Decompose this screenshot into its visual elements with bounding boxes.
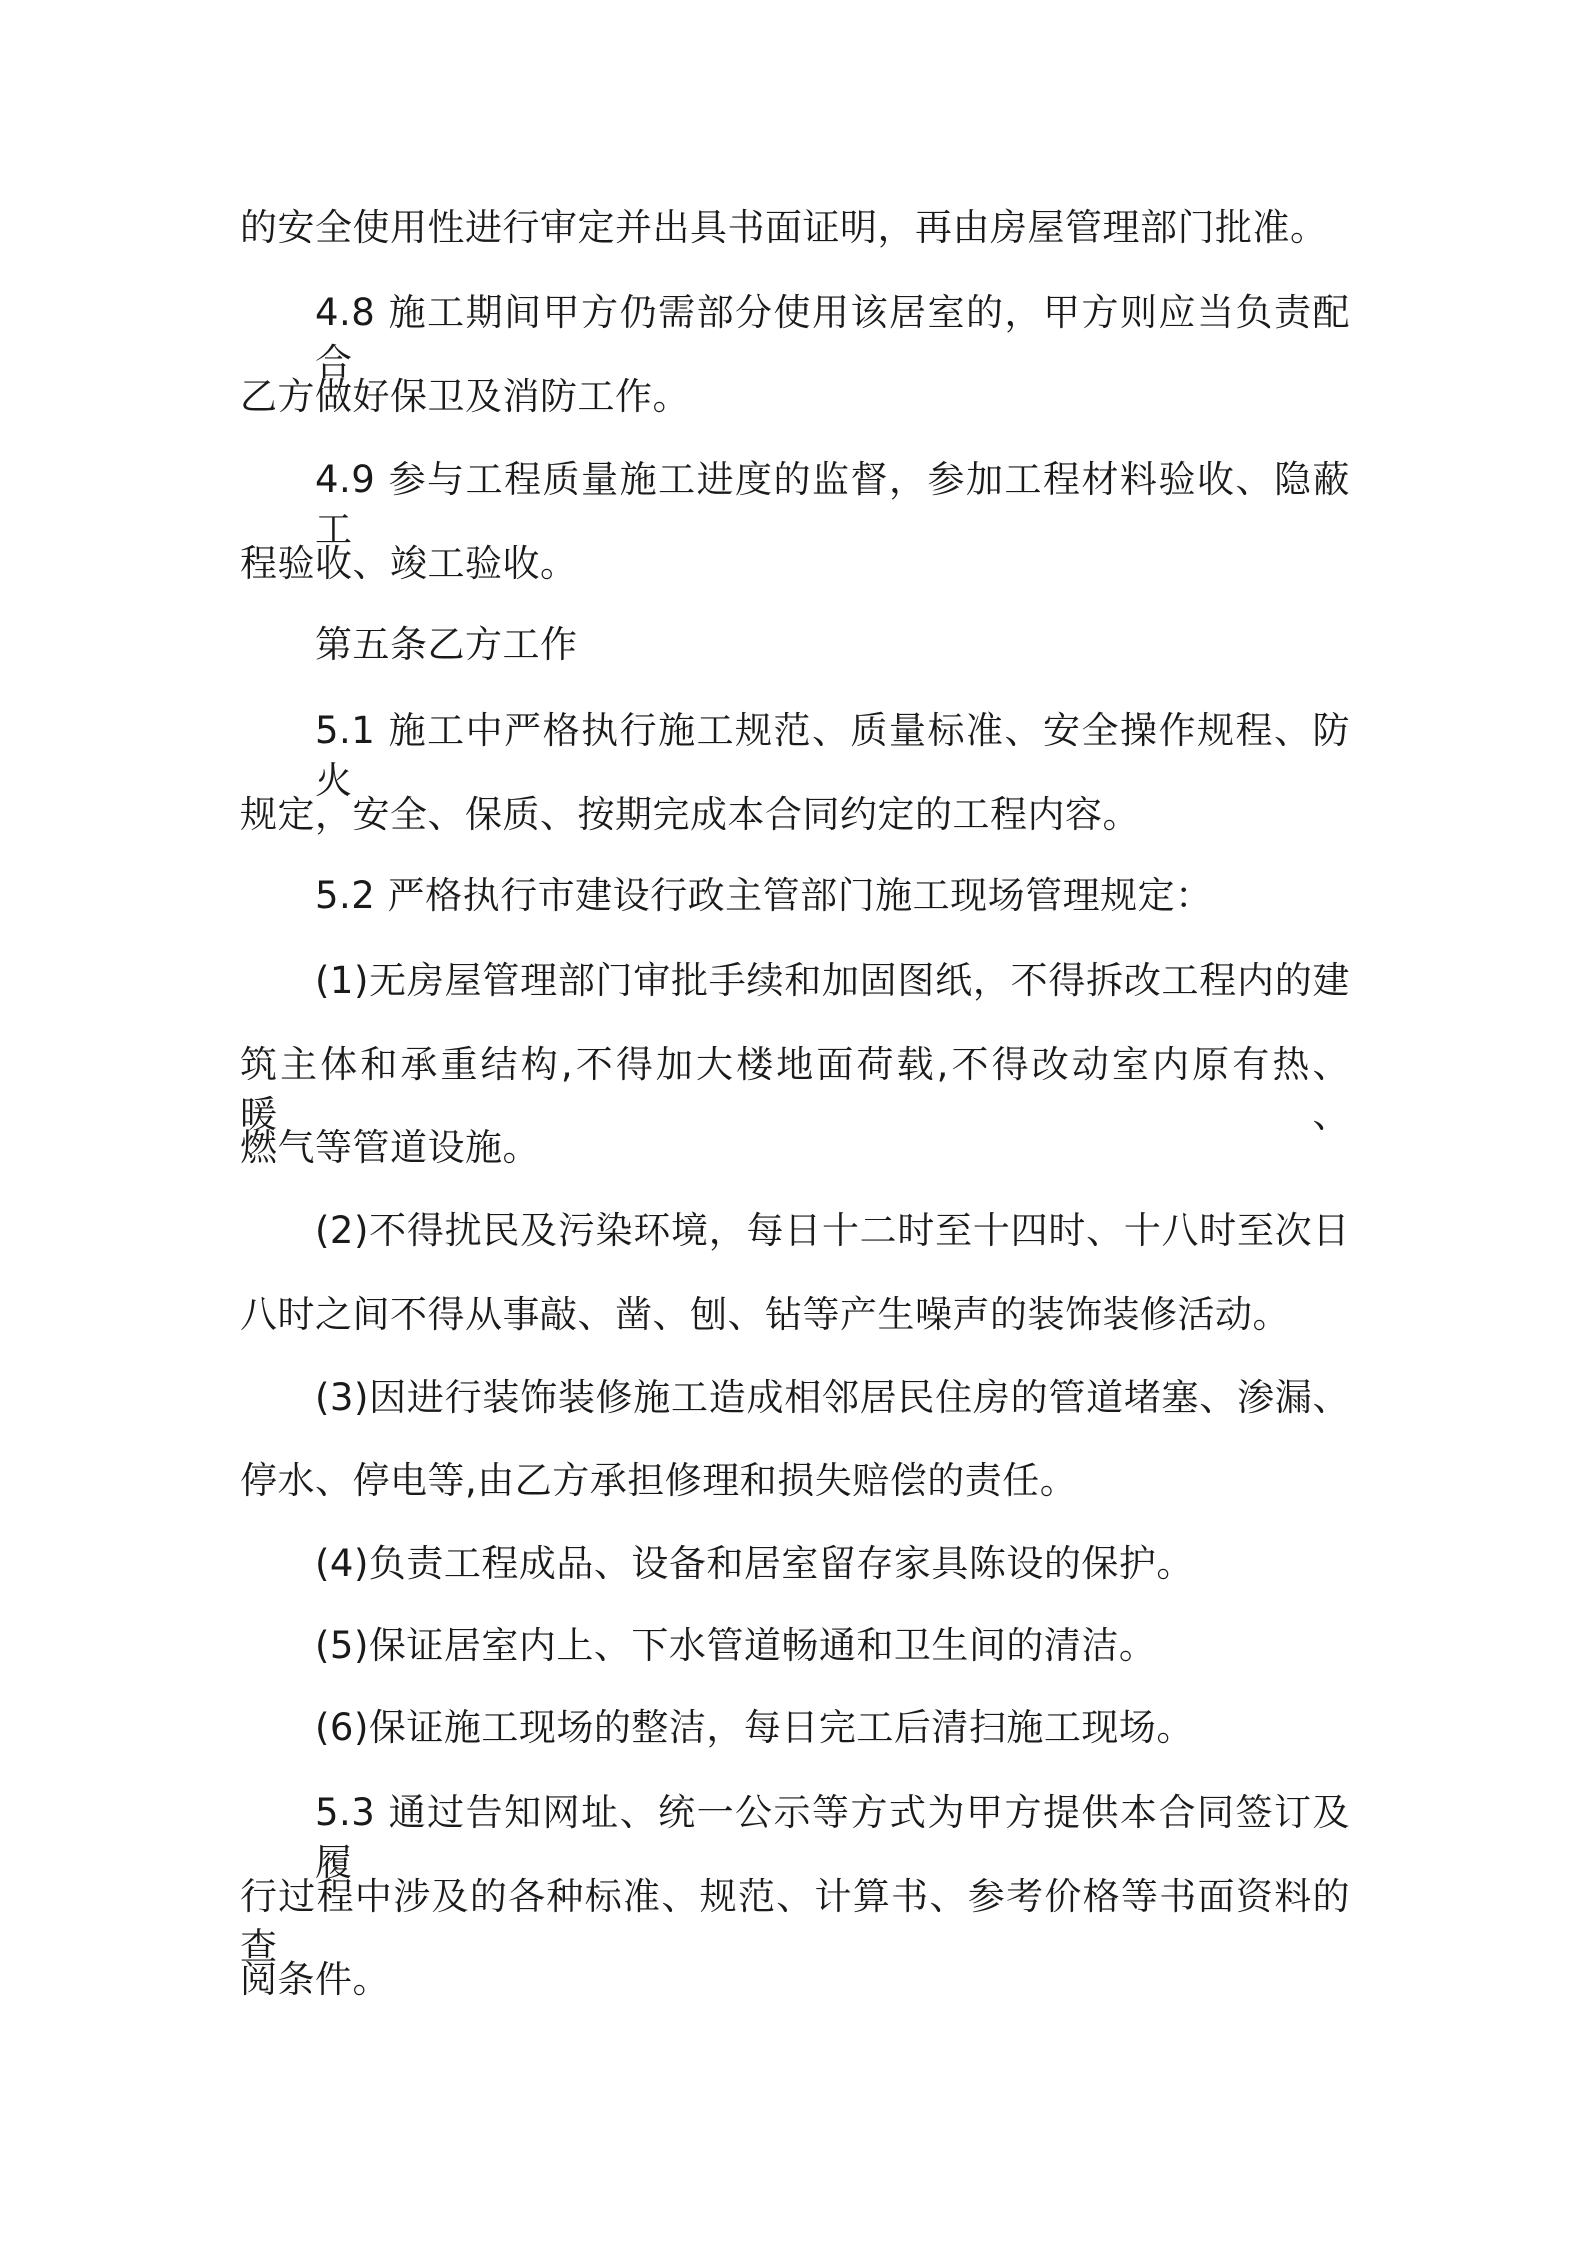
text-line: 八时之间不得从事敲、凿、刨、钻等产生噪声的装饰装修活动。	[240, 1293, 1290, 1336]
text-line: (1)无房屋管理部门审批手续和加固图纸，不得拆改工程内的建	[315, 959, 1350, 1002]
text-line: 5.1 施工中严格执行施工规范、质量标准、安全操作规程、防火	[315, 709, 1350, 802]
text-line: 4.9 参与工程质量施工进度的监督，参加工程材料验收、隐蔽工	[315, 458, 1350, 551]
text-line: 阅条件。	[240, 1958, 390, 2001]
text-line: 5.3 通过告知网址、统一公示等方式为甲方提供本合同签订及履	[315, 1791, 1350, 1884]
text-line: 筑主体和承重结构,不得加大楼地面荷载,不得改动室内原有热、暖、	[240, 1043, 1350, 1136]
text-line: 4.8 施工期间甲方仍需部分使用该居室的，甲方则应当负责配合	[315, 291, 1350, 384]
text-line: (6)保证施工现场的整洁，每日完工后清扫施工现场。	[315, 1706, 1194, 1749]
text-line: 停水、停电等,由乙方承担修理和损失赔偿的责任。	[240, 1459, 1078, 1502]
text-line: 的安全使用性进行审定并出具书面证明，再由房屋管理部门批准。	[240, 206, 1328, 249]
text-line: (3)因进行装饰装修施工造成相邻居民住房的管道堵塞、渗漏、	[315, 1376, 1350, 1419]
text-line: 行过程中涉及的各种标准、规范、计算书、参考价格等书面资料的查	[240, 1875, 1350, 1968]
text-line: 5.2 严格执行市建设行政主管部门施工现场管理规定：	[315, 874, 1213, 917]
text-line: 规定，安全、保质、按期完成本合同约定的工程内容。	[240, 793, 1140, 836]
text-line: (2)不得扰民及污染环境，每日十二时至十四时、十八时至次日	[315, 1209, 1350, 1252]
section-heading: 第五条乙方工作	[315, 623, 578, 666]
text-line: 乙方做好保卫及消防工作。	[240, 375, 690, 418]
text-line: 程验收、竣工验收。	[240, 542, 578, 585]
text-line: (5)保证居室内上、下水管道畅通和卫生间的清洁。	[315, 1624, 1157, 1667]
text-line: (4)负责工程成品、设备和居室留存家具陈设的保护。	[315, 1542, 1194, 1585]
text-line: 燃气等管道设施。	[240, 1126, 540, 1169]
